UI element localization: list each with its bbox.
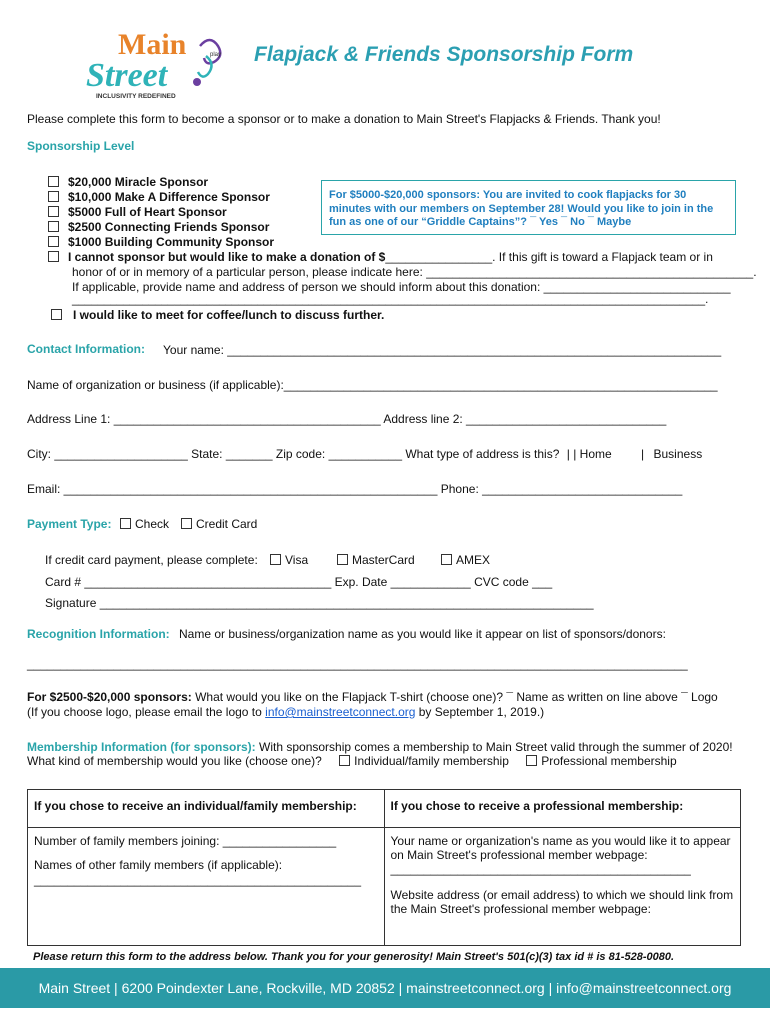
checkbox[interactable] <box>48 191 59 202</box>
website-label-1: Website address (or email address) to which we should link from <box>390 888 734 902</box>
logo-street-text: Street <box>86 57 168 94</box>
home-checkbox[interactable]: | | <box>566 447 577 461</box>
checkbox[interactable] <box>120 518 131 529</box>
promo-line-1: For $5000-$20,000 sponsors: You are invited to cook flapjacks for 30 <box>329 189 687 201</box>
checkbox[interactable] <box>270 554 281 565</box>
logo-note: (If you choose logo, please email the logo to info@mainstreetconnect.org by September 1, 2019.) <box>27 705 545 719</box>
family-names-field[interactable]: _________________________________________________ <box>34 873 362 887</box>
family-names-label: Names of other family members (if applicable): <box>34 858 283 872</box>
coffee-option[interactable]: I would like to meet for coffee/lunch to discuss further. <box>51 308 384 323</box>
individual-cell <box>28 828 385 946</box>
credit-card-option[interactable]: Credit Card <box>181 517 257 532</box>
recognition-text: Name or business/organization name as you would like it appear on list of sponsors/donors: <box>179 627 666 641</box>
email-phone-fields[interactable]: Email: ________________________________________________________ Phone: ______________________________ <box>27 482 683 496</box>
family-count-field[interactable]: Number of family members joining: _________________ <box>34 834 337 848</box>
signature-field[interactable]: Signature __________________________________________________________________________ <box>45 596 594 610</box>
membership-info: Membership Information (for sponsors): With sponsorship comes a membership to Main Street valid through the summer of 2020! <box>27 740 733 754</box>
checkbox[interactable] <box>441 554 452 565</box>
level-item[interactable]: $20,000 Miracle Sponsor <box>48 175 713 190</box>
membership-table <box>27 789 741 946</box>
individual-option[interactable]: Individual/family membership <box>339 754 509 768</box>
checkbox[interactable] <box>339 755 350 766</box>
professional-header: If you chose to receive a professional membership: <box>384 790 741 828</box>
promo-line-2: minutes with our members on September 28! Would you like to join in the <box>329 203 714 215</box>
checkbox[interactable] <box>48 251 59 262</box>
pro-name-label-2: on Main Street's professional member webpage: <box>390 848 648 862</box>
professional-cell <box>384 828 741 946</box>
amex-option[interactable]: AMEX <box>441 553 490 568</box>
recognition-heading: Recognition Information: <box>27 627 170 641</box>
checkbox[interactable] <box>48 236 59 247</box>
individual-header: If you chose to receive an individual/family membership: <box>28 790 385 828</box>
promo-line-3[interactable]: fun as one of our “Griddle Captains”? ¯ Yes ¯ No ¯ Maybe <box>329 216 632 228</box>
inform-line[interactable]: If applicable, provide name and address of person we should inform about this donation: ____________________________ <box>72 280 731 294</box>
donation-item[interactable]: I cannot sponsor but would like to make a donation of $________________. If this gift is toward a Flapjack team or in <box>48 250 713 265</box>
business-checkbox[interactable]: | <box>641 447 645 461</box>
recognition-line[interactable]: ___________________________________________________________________________________________________ <box>27 657 688 671</box>
blank-line[interactable]: ___________________________________________________________________________________________________. <box>72 294 709 306</box>
sponsorship-heading: Sponsorship Level <box>27 139 135 153</box>
pro-name-field[interactable]: _____________________________________________ <box>390 862 691 876</box>
level-item[interactable]: $10,000 Make A Difference Sponsor <box>48 190 713 205</box>
organization-field[interactable]: Name of organization or business (if applicable):_________________________________________________________________ <box>27 378 718 392</box>
closing-note: Please return this form to the address below. Thank you for your generosity! Main Street's 501(c)(3) tax id # is 81-528-0080. <box>33 951 675 963</box>
level-item[interactable]: $5000 Full of Heart Sponsor <box>48 205 713 220</box>
checkbox[interactable] <box>48 176 59 187</box>
logo-play-text: play <box>210 52 222 58</box>
logo-tagline: INCLUSIVITY REDEFINED <box>96 93 176 100</box>
honor-line[interactable]: honor of or in memory of a particular person, please indicate here: _________________________________________________. <box>72 265 757 279</box>
intro-text: Please complete this form to become a sponsor or to make a donation to Main Street's Flapjacks & Friends. Thank you! <box>27 112 661 126</box>
membership-heading: Membership Information (for sponsors): <box>27 740 256 754</box>
level-item[interactable]: $1000 Building Community Sponsor <box>48 235 713 250</box>
checkbox[interactable] <box>48 221 59 232</box>
cc-prompt: If credit card payment, please complete: <box>45 553 258 567</box>
address-fields[interactable]: Address Line 1: ________________________________________ Address line 2: ______________________________ <box>27 412 667 426</box>
page-title: Flapjack & Friends Sponsorship Form <box>254 43 634 66</box>
checkbox[interactable] <box>181 518 192 529</box>
footer-address: Main Street | 6200 Poindexter Lane, Rockville, MD 20852 | mainstreetconnect.org | info@mainstreetconnect.org <box>38 980 732 996</box>
main-street-logo <box>82 26 237 102</box>
tshirt-choice[interactable]: For $2500-$20,000 sponsors: What would you like on the Flapjack T-shirt (choose one)? ¯ Name as written on line above ¯ Logo <box>27 690 718 704</box>
membership-question: What kind of membership would you like (choose one)? Individual/family membership Professional membership <box>27 754 677 768</box>
pro-name-label-1: Your name or organization's name as you would like it to appear <box>390 834 731 848</box>
checkbox[interactable] <box>51 309 62 320</box>
mastercard-option[interactable]: MasterCard <box>337 553 415 568</box>
your-name-field[interactable]: Your name: __________________________________________________________________________ <box>163 343 722 357</box>
visa-option[interactable]: Visa <box>270 553 308 568</box>
email-link[interactable]: info@mainstreetconnect.org <box>265 705 416 719</box>
payment-heading: Payment Type: <box>27 517 112 531</box>
professional-option[interactable]: Professional membership <box>526 754 676 768</box>
contact-heading: Contact Information: <box>27 342 145 356</box>
checkbox[interactable] <box>337 554 348 565</box>
card-fields[interactable]: Card # _____________________________________ Exp. Date ____________ CVC code ___ <box>45 575 553 589</box>
checkbox[interactable] <box>526 755 537 766</box>
website-label-2: the Main Street's professional member webpage: <box>390 902 651 916</box>
check-option[interactable]: Check <box>120 517 169 532</box>
city-state-zip-fields[interactable]: City: ____________________ State: _______ Zip code: ___________ What type of address is this? | | Home | Business <box>27 447 703 461</box>
logo-main-text: Main <box>118 28 187 61</box>
checkbox[interactable] <box>48 206 59 217</box>
level-item[interactable]: $2500 Connecting Friends Sponsor <box>48 220 713 235</box>
